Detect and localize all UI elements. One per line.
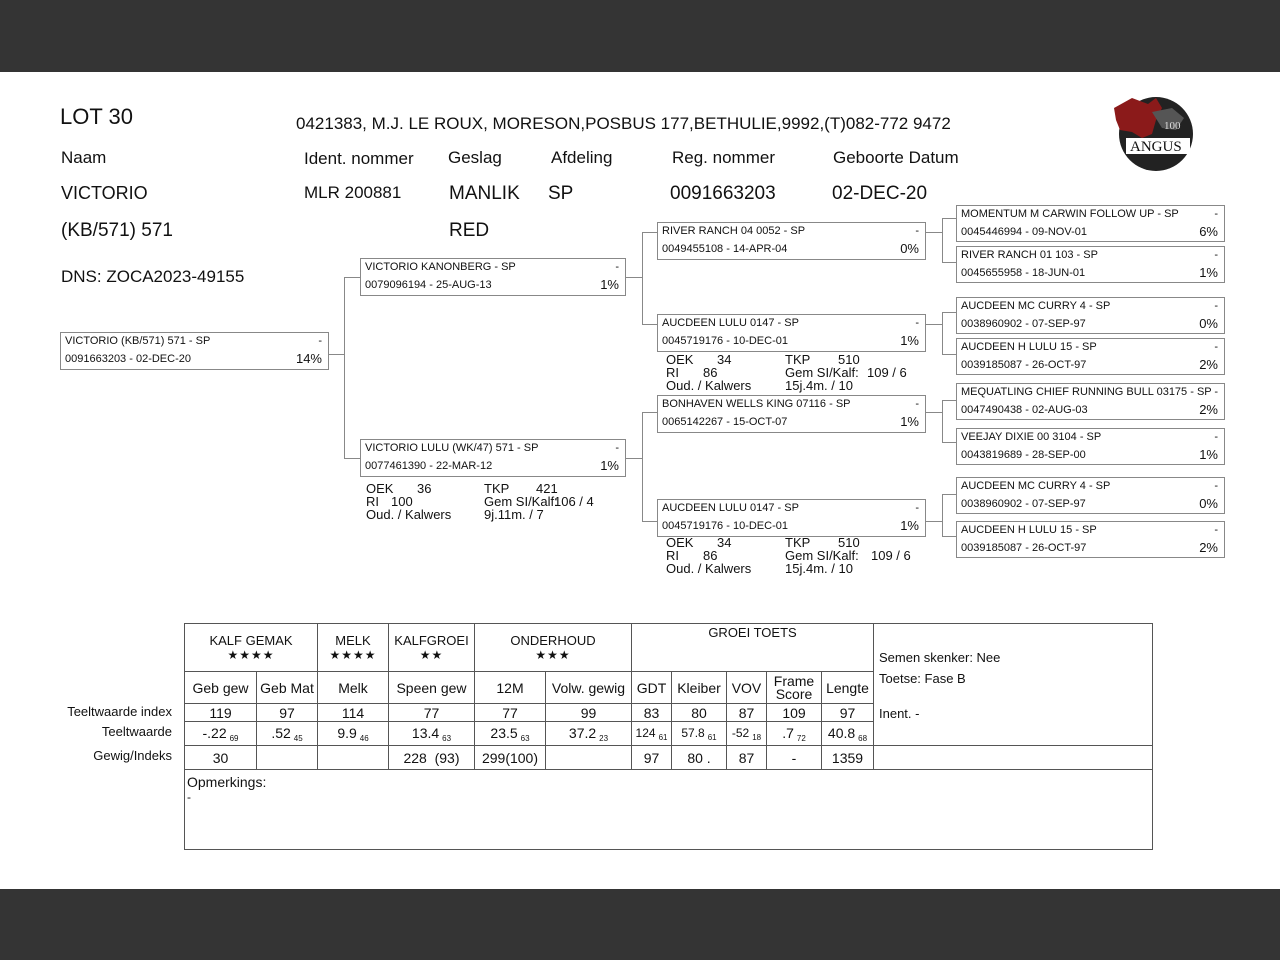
animal-ident: MLR 200881 bbox=[304, 183, 402, 202]
animal-reg: 0091663203 bbox=[670, 183, 776, 204]
animal-dns: DNS: ZOCA2023-49155 bbox=[61, 267, 245, 286]
label-geslag: Geslag bbox=[448, 148, 502, 167]
pedigree-sire-dam: AUCDEEN LULU 0147 - SP - 0045719176 - 10-DEC-01 1% bbox=[657, 314, 926, 352]
label-afdeling: Afdeling bbox=[551, 148, 613, 167]
remarks-label: Opmerkings: bbox=[187, 774, 267, 790]
logo-badge: 100 bbox=[1164, 120, 1181, 132]
group-kalfgroei: KALFGROEI ★★ bbox=[389, 624, 475, 672]
breeder-info: 0421383, M.J. LE ROUX, MORESON,POSBUS 177,BETHULIE,9992,(T)082-772 9472 bbox=[296, 114, 951, 133]
row-label-ebv: Teeltwaarde bbox=[101, 724, 172, 739]
logo-text: ANGUS bbox=[1130, 139, 1182, 155]
pedigree-dam: VICTORIO LULU (WK/47) 571 - SP - 0077461390 - 22-MAR-12 1% bbox=[360, 439, 626, 477]
group-groeitoets: GROEI TOETS bbox=[632, 624, 874, 672]
pedigree-g1: MOMENTUM M CARWIN FOLLOW UP - SP - 0045446994 - 09-NOV-01 6% bbox=[956, 205, 1225, 242]
animal-sex: MANLIK bbox=[449, 183, 520, 204]
pedigree-dam-sire: BONHAVEN WELLS KING 07116 - SP - 0065142267 - 15-OCT-07 1% bbox=[657, 395, 926, 433]
remarks-text: - bbox=[187, 790, 191, 804]
catalog-page bbox=[0, 72, 1280, 889]
pedigree-g5: MEQUATLING CHIEF RUNNING BULL 03175 - SP - 0047490438 - 02-AUG-03 2% bbox=[956, 383, 1225, 420]
pedigree-g2: RIVER RANCH 01 103 - SP - 0045655958 - 18-JUN-01 1% bbox=[956, 246, 1225, 283]
animal-herdbook: (KB/571) 571 bbox=[61, 220, 173, 241]
tests: Toetse: Fase B bbox=[879, 671, 966, 686]
pedigree-g8: AUCDEEN H LULU 15 - SP - 0039185087 - 26-OCT-97 2% bbox=[956, 521, 1225, 558]
pedigree-sire-sire: RIVER RANCH 04 0052 - SP - 0049455108 - 14-APR-04 0% bbox=[657, 222, 926, 260]
animal-colour: RED bbox=[449, 220, 490, 241]
ebv-index-row: 119 97 114 77 77 99 83 80 87 109 97 bbox=[185, 704, 1153, 722]
ebv-table bbox=[184, 623, 1153, 850]
remarks-box bbox=[185, 770, 1153, 850]
inoculation: Inent. - bbox=[879, 706, 920, 721]
pedigree-g6: VEEJAY DIXIE 00 3104 - SP - 0043819689 - 28-SEP-00 1% bbox=[956, 428, 1225, 465]
pedigree-g7: AUCDEEN MC CURRY 4 - SP - 0038960902 - 07-SEP-97 0% bbox=[956, 477, 1225, 514]
ebv-col-headers: Geb gew Geb Mat Melk Speen gew 12M Volw. gewig GDT Kleiber VOV Frame Score Lengte bbox=[185, 672, 1153, 704]
lot-number: LOT 30 bbox=[60, 104, 133, 129]
stats-sire-dam: OEK 34 TKP 510 RI 86 Gem SI/Kalf: 109 / 6 Oud. / Kalwers 15j.4m. / 10 bbox=[666, 352, 907, 393]
pedigree-g3: AUCDEEN MC CURRY 4 - SP - 0038960902 - 07-SEP-97 0% bbox=[956, 297, 1225, 334]
side-info bbox=[874, 624, 1153, 746]
pedigree-g4: AUCDEEN H LULU 15 - SP - 0039185087 - 26-OCT-97 2% bbox=[956, 338, 1225, 375]
label-geboorte: Geboorte Datum bbox=[833, 148, 959, 167]
stats-dam: OEK 36 TKP 421 RI 100 Gem SI/Kalf: 106 / 4 Oud. / Kalwers 9j.11m. / 7 bbox=[366, 481, 594, 522]
pedigree-sire: VICTORIO KANONBERG - SP - 0079096194 - 25-AUG-13 1% bbox=[360, 258, 626, 296]
group-onderhoud: ONDERHOUD ★★★ bbox=[475, 624, 632, 672]
animal-birth: 02-DEC-20 bbox=[832, 183, 928, 204]
pedigree-dam-dam: AUCDEEN LULU 0147 - SP - 0045719176 - 10-DEC-01 1% bbox=[657, 499, 926, 537]
label-naam: Naam bbox=[61, 148, 107, 167]
semen-donor: Semen skenker: Nee bbox=[879, 650, 1001, 665]
stats-dam-dam: OEK 34 TKP 510 RI 86 Gem SI/Kalf: 109 / 6 Oud. / Kalwers 15j.4m. / 10 bbox=[666, 535, 911, 576]
angus-logo bbox=[1112, 94, 1196, 174]
group-melk: MELK ★★★★ bbox=[318, 624, 389, 672]
weights-row: 30 228 (93) 299(100) 97 80 . 87 - 1359 bbox=[185, 746, 1153, 770]
label-ident: Ident. nommer bbox=[304, 149, 414, 168]
row-label-index: Teeltwaarde index bbox=[67, 704, 172, 719]
label-reg: Reg. nommer bbox=[672, 148, 775, 167]
pedigree-subject: VICTORIO (KB/571) 571 - SP - 0091663203 - 02-DEC-20 14% bbox=[60, 332, 329, 370]
ebv-values-row: -.22 $_{69}$ .52 $_{45}$ 9.9 $_{46}$ 13.4 $_{63}$ 23.5 $_{63}$ 37.2 $_{23}$ 124 $_{61}$ 57.8 $_{61}$ -52 $_{18}$ .7 $_{72}$ 40.8 $_{68}$ bbox=[185, 722, 1153, 746]
animal-name: VICTORIO bbox=[61, 183, 148, 203]
row-label-weights: Gewig/Indeks bbox=[93, 748, 172, 763]
group-kalfgemak: KALF GEMAK ★★★★ bbox=[185, 624, 318, 672]
animal-section: SP bbox=[548, 183, 574, 204]
